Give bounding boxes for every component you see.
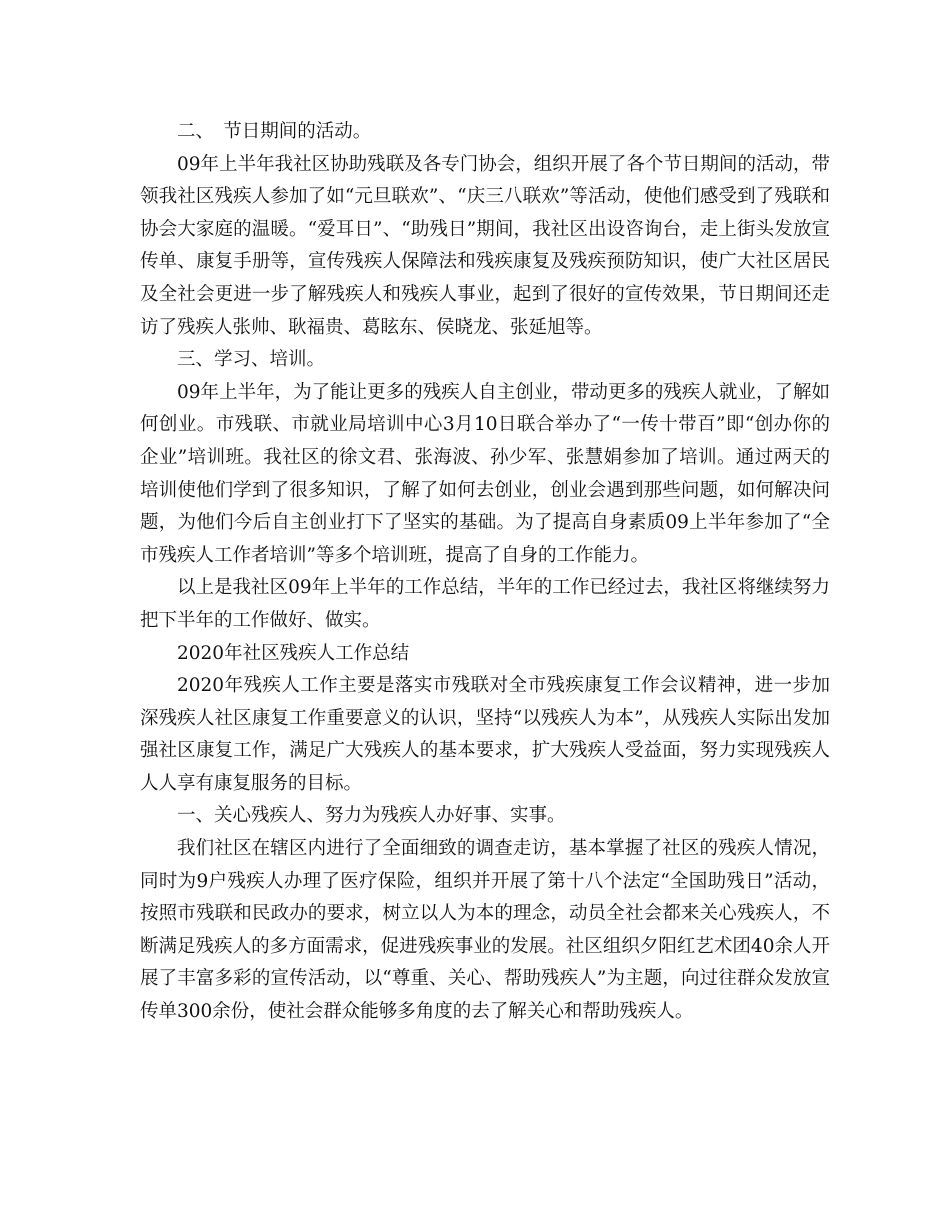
section-heading-study-training: 三、学习、培训。 <box>177 349 326 371</box>
paragraph-summary-conclusion: 以上是我社区09年上半年的工作总结，半年的工作已经过去，我社区将继续努力把下半年的工作做好、做实。 <box>140 577 830 631</box>
document-body <box>140 116 830 1029</box>
document-title-2020: 2020年社区残疾人工作总结 <box>177 642 410 664</box>
paragraph-2020-intro: 2020年残疾人工作主要是落实市残联对全市残疾康复工作会议精神，进一步加深残疾人社区康复工作重要意义的认识，坚持“以残疾人为本”，从残疾人实际出发加强社区康复工作，满足广大残疾人的基本要求，扩大残疾人受益面，努力实现残疾人人人享有康复服务的目标。 <box>140 675 830 794</box>
paragraph-study-training: 09年上半年，为了能让更多的残疾人自主创业，带动更多的残疾人就业，了解如何创业。市残联、市就业局培训中心3月10日联合举办了“一传十带百”即“创办你的企业”培训班。我社区的徐文君、张海波、孙少军、张慧娟参加了培训。通过两天的培训使他们学到了很多知识，了解了如何去创业，创业会遇到那些问题，如何解决问题，为他们今后自主创业打下了坚实的基础。为了提高自身素质09上半年参加了“全市残疾人工作者培训”等多个培训班，提高了自身的工作能力。 <box>140 381 830 566</box>
paragraph-holiday-activities: 09年上半年我社区协助残联及各专门协会，组织开展了各个节日期间的活动，带领我社区残疾人参加了如“元旦联欢”、“庆三八联欢”等活动，使他们感受到了残联和协会大家庭的温暖。“爱耳日”、“助残日”期间，我社区出设咨询台，走上街头发放宣传单、康复手册等，宣传残疾人保障法和残疾康复及残疾预防知识，使广大社区居民及全社会更进一步了解残疾人和残疾人事业，起到了很好的宣传效果，节日期间还走访了残疾人张帅、耿福贵、葛眩东、侯晓龙、张延旭等。 <box>140 153 830 338</box>
section-heading-holiday-activities: 二、 节日期间的活动。 <box>177 121 372 142</box>
paragraph-care-details: 我们社区在辖区内进行了全面细致的调查走访，基本掌握了社区的残疾人情况，同时为9户残疾人办理了医疗保险，组织并开展了第十八个法定“全国助残日”活动，按照市残联和民政办的要求，树立以人为本的理念，动员全社会都来关心残疾人，不断满足残疾人的多方面需求，促进残疾事业的发展。社区组织夕阳红艺术团40余人开展了丰富多彩的宣传活动，以“尊重、关心、帮助残疾人”为主题，向过往群众发放宣传单300余份，使社会群众能够多角度的去了解关心和帮助残疾人。 <box>140 838 830 1023</box>
section-heading-care: 一、关心残疾人、努力为残疾人办好事、实事。 <box>177 805 566 827</box>
